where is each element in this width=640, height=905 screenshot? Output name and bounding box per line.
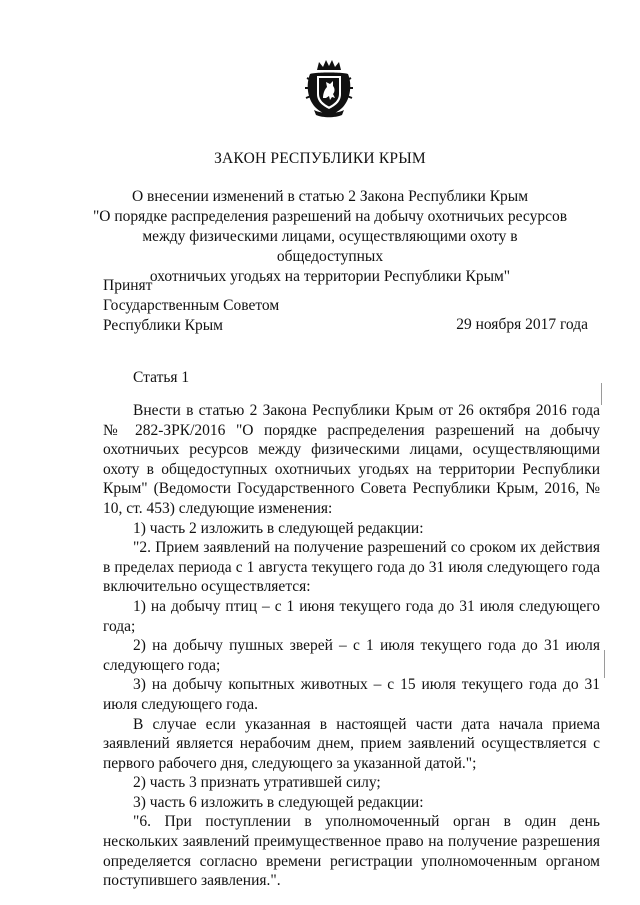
scan-margin-mark (601, 383, 602, 405)
article-heading: Статья 1 (133, 369, 190, 386)
body-paragraph: В случае если указанная в настоящей части дата начала приема заявлений является нерабочим днем, прием заявлений осуществляется с первого рабочего дня, следующего за указанной датой."; (103, 715, 600, 772)
subtitle-line: между физическими лицами, осуществляющими охоту в общедоступных (142, 228, 518, 265)
adoption-line: Государственным Советом (103, 297, 280, 314)
adoption-date: 29 ноября 2017 года (456, 316, 588, 333)
crimea-coat-of-arms-icon (302, 58, 356, 120)
body-paragraph: 3) на добычу копытных животных – с 15 июля текущего года до 31 июля следующего года. (103, 676, 600, 713)
article-body (103, 401, 600, 891)
body-paragraph: 3) часть 6 изложить в следующей редакции: (133, 793, 424, 811)
adoption-line: Республики Крым (103, 317, 223, 334)
adoption-block (103, 276, 279, 336)
law-title: ЗАКОН РЕСПУБЛИКИ КРЫМ (214, 150, 426, 167)
body-paragraph: "6. При поступлении в уполномоченный орган в один день нескольких заявлений преимущественное право на получение разрешения определяется согласно времени регистрации уполномоченным органом поступившего заявления.". (103, 813, 600, 890)
body-paragraph: 1) на добычу птиц – с 1 июня текущего года до 31 июля следующего года; (103, 597, 600, 635)
subtitle-line: "О порядке распределения разрешений на добычу охотничьих ресурсов (92, 208, 568, 225)
body-paragraph: Внести в статью 2 Закона Республики Крым от 26 октября 2016 года № 282-ЗРК/2016 "О порядке распределения разрешений на добычу охотничьих ресурсов между физическими лицами, осуществляющими охоту в общедоступных охотничьих угодьях на территории Республики Крым" (Ведомости Государственного Совета Республики Крым, 2016, № 10, ст. 453) следующие изменения: (103, 402, 600, 517)
subtitle-line: О внесении изменений в статью 2 Закона Республики Крым (131, 188, 529, 205)
law-subtitle (90, 187, 570, 287)
scan-margin-mark (604, 650, 605, 678)
body-paragraph: 1) часть 2 изложить в следующей редакции: (133, 519, 424, 537)
adoption-line: Принят (103, 277, 153, 294)
body-paragraph: 2) часть 3 признать утратившей силу; (133, 774, 381, 792)
body-paragraph: 2) на добычу пушных зверей – с 1 июля текущего года до 31 июля следующего года; (103, 637, 600, 674)
body-paragraph: "2. Прием заявлений на получение разрешений со сроком их действия в пределах периода с 1 августа текущего года до 31 июля следующего года включительно осуществляется: (103, 539, 600, 596)
subtitle-line: охотничьих угодьях на территории Республики Крым" (149, 268, 511, 285)
